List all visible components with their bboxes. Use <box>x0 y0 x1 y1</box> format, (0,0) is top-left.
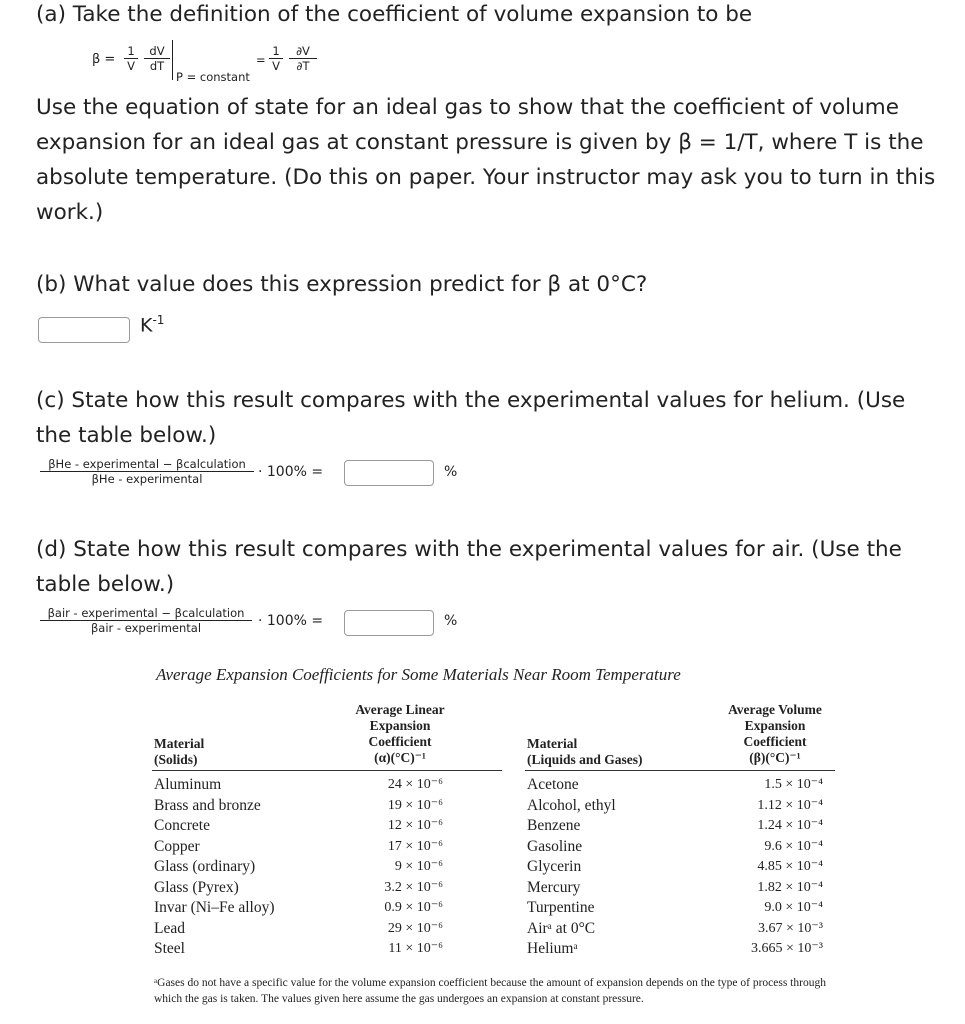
part-b-question: (b) What value does this expression predict for β at 0°C? <box>36 272 648 297</box>
header-rule-right <box>525 770 835 771</box>
solids-material: Lead <box>154 919 185 937</box>
fluids-coefficient: 1.82 × 10⁻⁴ <box>757 879 823 895</box>
table-footnote: ᵃGases do not have a specific value for the volume expansion coefficient because the amount of expansion depends on the type of process through which the gas is taken. The values given here assume the gas undergoes an expansion at constant pressure. <box>154 977 826 1005</box>
air-numerator: βair - experimental − βcalculation <box>47 606 245 620</box>
fluids-coefficient: 1.24 × 10⁻⁴ <box>757 818 823 833</box>
part-d-question: (d) State how this result compares with the experimental values for air. (Use the table below.) <box>36 537 902 597</box>
eq-fraction-one-over-V-2 <box>269 44 283 73</box>
eq-denominator-partialT: ∂T <box>289 58 317 73</box>
solids-coefficient: 9 × 10⁻⁶ <box>394 859 443 874</box>
eq-evaluation-bar <box>172 40 173 80</box>
air-percent-unit: % <box>444 613 458 629</box>
fluids-material: Airᵃ at 0°C <box>527 919 596 937</box>
fluids-material: Benzene <box>527 817 581 834</box>
eq-denominator-dT: dT <box>144 58 170 73</box>
fluids-coefficient: 4.85 × 10⁻⁴ <box>757 859 823 874</box>
fluids-coefficient: 3.67 × 10⁻³ <box>758 920 823 936</box>
fluids-coefficient: 1.5 × 10⁻⁴ <box>764 777 823 792</box>
fluids-coefficient: 1.12 × 10⁻⁴ <box>757 797 823 813</box>
eq-equals: = <box>256 53 266 67</box>
fluids-material: Turpentine <box>527 899 595 916</box>
fluids-material: Acetone <box>527 776 579 793</box>
eq-numerator-dV: dV <box>149 44 165 58</box>
air-multiplier: · 100% = <box>258 613 324 629</box>
part-c-question: (c) State how this result compares with the experimental values for helium. (Use the table below.) <box>36 388 906 448</box>
unit-exponent: -1 <box>152 313 165 327</box>
air-percent-input[interactable] <box>344 610 434 636</box>
helium-fraction <box>40 457 254 486</box>
fluids-material: Gasoline <box>527 837 583 855</box>
eq-numerator-one-2: 1 <box>272 44 280 58</box>
solids-material: Glass (ordinary) <box>154 858 256 875</box>
header-solids: Material (Solids) <box>154 736 205 767</box>
solids-coefficient: 3.2 × 10⁻⁶ <box>384 879 443 895</box>
solids-material: Copper <box>154 837 200 855</box>
fluids-coefficient: 9.6 × 10⁻⁴ <box>764 838 823 854</box>
fluids-material: Mercury <box>527 878 581 896</box>
solids-coefficient: 24 × 10⁻⁶ <box>387 777 443 792</box>
solids-coefficient: 0.9 × 10⁻⁶ <box>384 900 443 915</box>
header-liquids-gases: Material (Liquids and Gases) <box>527 736 643 767</box>
solids-material: Glass (Pyrex) <box>154 878 239 896</box>
air-denominator: βair - experimental <box>40 620 252 635</box>
solids-coefficient: 11 × 10⁻⁶ <box>388 941 443 956</box>
helium-percent-unit: % <box>444 464 458 480</box>
helium-percent-input[interactable] <box>344 460 434 486</box>
helium-multiplier: · 100% = <box>258 464 324 480</box>
solids-coefficient: 19 × 10⁻⁶ <box>387 797 443 813</box>
unit-K: K <box>140 314 153 337</box>
header-rule-left <box>152 770 502 771</box>
fluids-coefficient: 9.0 × 10⁻⁴ <box>764 900 823 915</box>
eq-fraction-partial <box>289 44 317 73</box>
eq-beta-symbol: β = <box>92 52 116 67</box>
solids-material: Brass and bronze <box>154 796 261 814</box>
fluids-material: Heliumᵃ <box>527 940 578 957</box>
fluids-coefficient: 3.665 × 10⁻³ <box>751 941 823 956</box>
part-a-body: Use the equation of state for an ideal gas to show that the coefficient of volume expansion for an ideal gas at constant pressure is given by β = 1/T, where T is the absolute temperature. (Do this on paper. Your instructor may ask you to turn in this work.) <box>36 95 936 225</box>
header-linear-coefficient: Average Linear Expansion Coefficient (α)(°C)⁻¹ <box>355 702 445 765</box>
eq-numerator-one: 1 <box>127 44 135 58</box>
fluids-material: Glycerin <box>527 858 582 875</box>
solids-material: Steel <box>154 940 185 957</box>
table-title: Average Expansion Coefficients for Some Materials Near Room Temperature <box>156 665 681 684</box>
eq-denominator-V-2: V <box>269 58 283 73</box>
part-a-heading: (a) Take the definition of the coefficient of volume expansion to be <box>36 2 753 27</box>
header-volume-coefficient: Average Volume Expansion Coefficient (β)(°C)⁻¹ <box>728 702 822 765</box>
eq-condition: P = constant <box>176 70 250 84</box>
part-b-unit <box>140 313 164 336</box>
eq-fraction-one-over-V <box>124 44 138 73</box>
eq-denominator-V: V <box>124 58 138 73</box>
solids-coefficient: 29 × 10⁻⁶ <box>387 920 443 936</box>
beta-answer-input[interactable] <box>38 317 130 343</box>
solids-coefficient: 12 × 10⁻⁶ <box>387 818 443 833</box>
helium-denominator: βHe - experimental <box>40 471 254 486</box>
solids-material: Invar (Ni–Fe alloy) <box>154 899 275 916</box>
solids-material: Aluminum <box>154 776 222 793</box>
air-fraction <box>40 606 252 635</box>
eq-numerator-partialV: ∂V <box>296 44 310 58</box>
helium-numerator: βHe - experimental − βcalculation <box>48 457 246 471</box>
fluids-material: Alcohol, ethyl <box>527 796 616 814</box>
solids-coefficient: 17 × 10⁻⁶ <box>387 838 443 854</box>
eq-fraction-dV-dT <box>144 44 170 73</box>
solids-material: Concrete <box>154 817 210 834</box>
